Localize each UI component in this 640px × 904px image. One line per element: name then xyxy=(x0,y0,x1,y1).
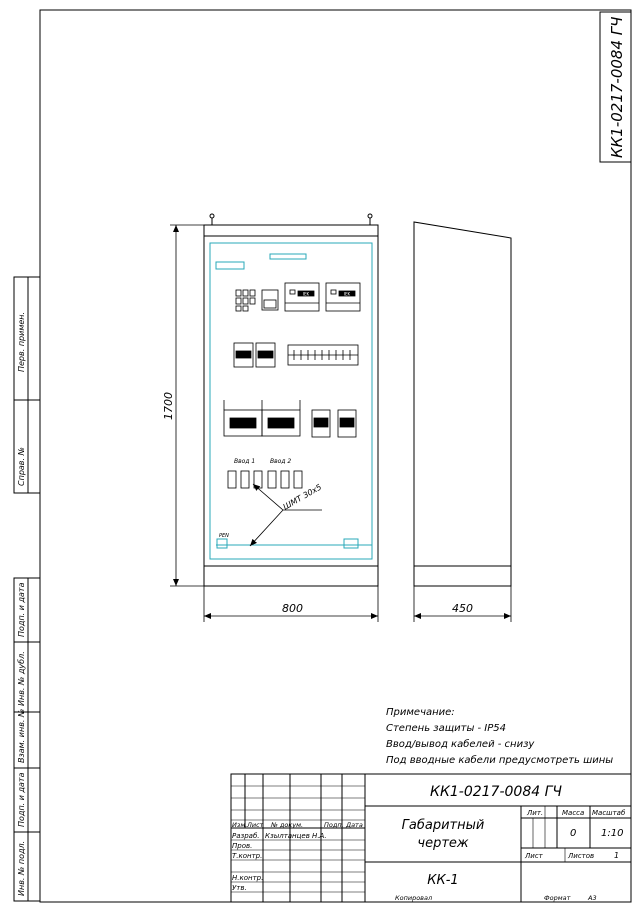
tb-copied-label: Копировал xyxy=(395,894,433,902)
dim-height-value: 1700 xyxy=(162,392,175,420)
side-label-dubl: Инв. № дубл. xyxy=(17,651,26,706)
tb-sheets-label: Листов xyxy=(568,852,595,860)
tb-role-prov: Пров. xyxy=(232,842,253,850)
side-label-podl: Инв. № подл. xyxy=(17,840,26,896)
tb-title-line-1: Габаритный xyxy=(401,818,485,833)
side-label-vzam: Взам. инв. № xyxy=(17,708,26,763)
side-label-sprav: Справ. № xyxy=(17,447,26,486)
tb-product: КК-1 xyxy=(427,873,459,888)
corner-stamp xyxy=(600,12,631,162)
side-label-podp1: Подп. и дата xyxy=(17,582,26,637)
tb-scale-label: Масштаб xyxy=(592,809,626,817)
brand-label-2: IEK xyxy=(343,291,351,297)
tb-doc-code: КК1-0217-0084 ГЧ xyxy=(430,784,562,800)
dim-height xyxy=(170,225,204,586)
device-row-2 xyxy=(234,343,358,367)
notes-line-1: Степень защиты - IP54 xyxy=(386,723,507,734)
tb-header-list: Лист xyxy=(247,821,264,829)
corner-stamp-code: КК1-0217-0084 ГЧ xyxy=(608,16,626,158)
tb-scale-value: 1:10 xyxy=(601,828,624,839)
side-label-perv: Перв. примен. xyxy=(17,311,26,372)
tb-lit-label: Лит. xyxy=(527,809,544,817)
tb-role-nkontr: Н.контр. xyxy=(232,874,264,882)
input-2-label: Ввод 2 xyxy=(270,458,292,465)
tb-role-razrab: Разраб. xyxy=(232,832,260,840)
dim-width-value: 800 xyxy=(282,602,303,615)
cabinet-side-view xyxy=(414,222,511,586)
tb-developer: Кзылтанцев Н.А. xyxy=(265,832,327,840)
side-label-podp2: Подп. и дата xyxy=(17,772,26,827)
device-row-1 xyxy=(236,283,360,311)
tb-sheets-value: 1 xyxy=(614,851,620,860)
device-row-3 xyxy=(224,400,356,437)
tb-role-tkontr: Т.контр. xyxy=(232,852,263,860)
notes-title: Примечание: xyxy=(386,707,455,718)
brand-label-1: IEK xyxy=(302,291,310,297)
tb-sheet-label: Лист xyxy=(525,852,543,860)
pen-label: PEN xyxy=(219,533,229,539)
tb-massa-value: 0 xyxy=(570,828,577,839)
tb-role-utv: Утв. xyxy=(232,884,247,892)
tb-header-ndoc: № докум. xyxy=(271,821,304,829)
tb-header-podp: Подп. xyxy=(324,821,344,829)
notes-line-3: Под вводные кабели предусмотреть шины xyxy=(386,755,614,766)
notes-line-2: Ввод/вывод кабелей - снизу xyxy=(386,739,535,750)
input-1-label: Ввод 1 xyxy=(234,458,256,465)
tb-massa-label: Масса xyxy=(562,809,585,817)
tb-format-label: Формат xyxy=(544,894,571,902)
sheet-frame xyxy=(40,10,631,902)
tb-title-line-2: чертеж xyxy=(417,836,469,851)
cabinet-front-view xyxy=(204,214,378,586)
busbar-label: ШМТ 30х5 xyxy=(281,482,324,512)
dim-depth-value: 450 xyxy=(452,602,473,615)
tb-header-izm: Изм. xyxy=(232,821,248,829)
tb-format-value: А3 xyxy=(588,894,597,902)
tb-header-data: Дата xyxy=(346,821,363,829)
input-terminals xyxy=(228,471,302,488)
